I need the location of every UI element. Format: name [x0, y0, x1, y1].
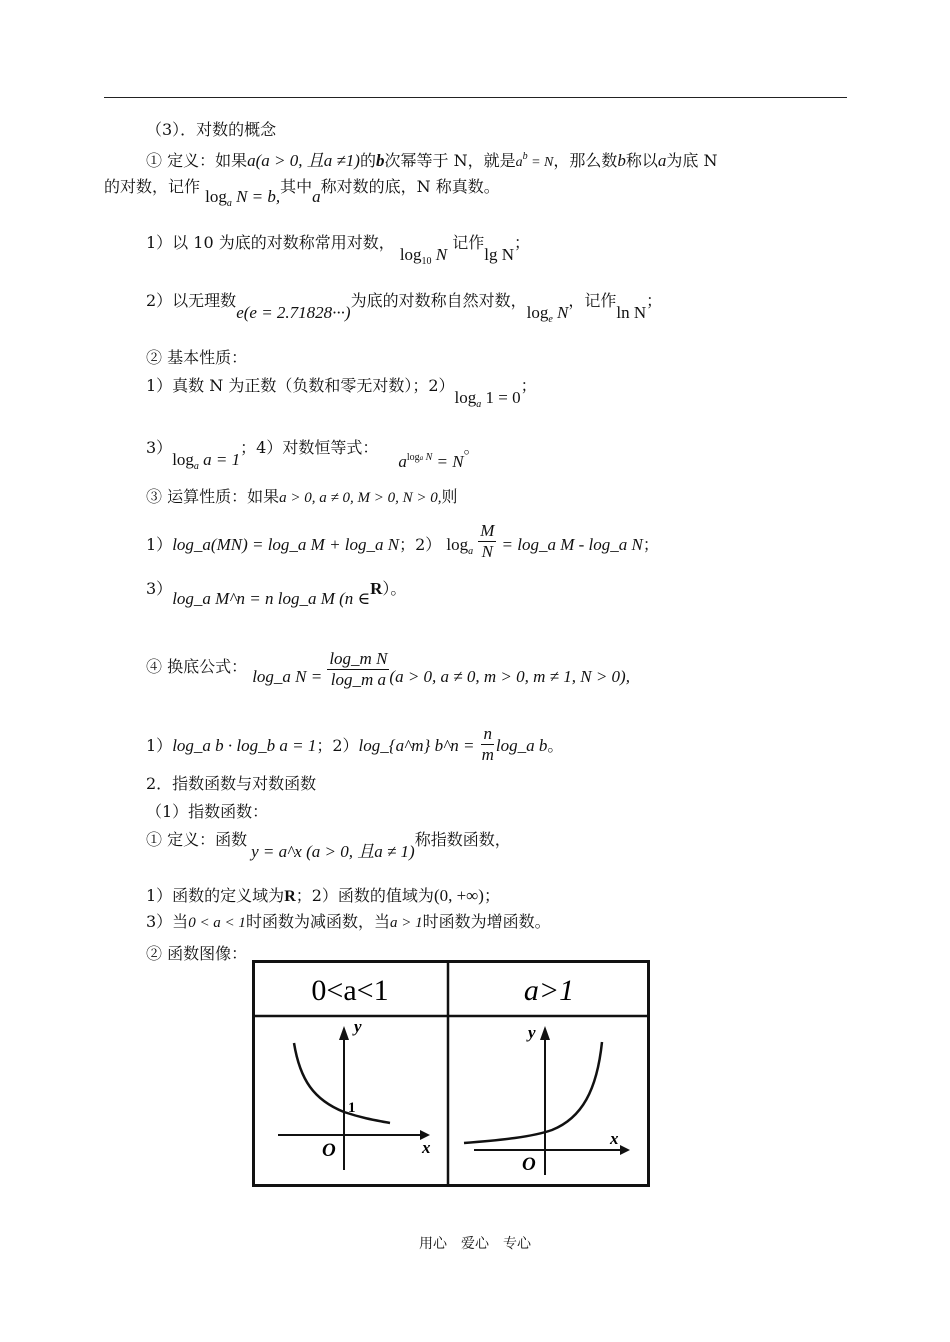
section-title: （3）．对数的概念 — [146, 120, 277, 139]
operations-line-2: 3）log_a M^n = n log_a M (n ∈R）。 — [146, 579, 407, 608]
exp-definition: ① 定义：函数y = a^x (a > 0, 且a ≠ 1)称指数函数， — [146, 830, 511, 861]
left-y-label: y — [354, 1017, 362, 1036]
right-origin: O — [522, 1154, 536, 1175]
exp-props-line-1: 1）函数的定义域为R；2）函数的值域为(0, +∞)； — [146, 886, 500, 905]
basic-props-title: ② 基本性质： — [146, 348, 248, 367]
right-x-label: x — [610, 1129, 619, 1148]
graph-label: ② 函数图像： — [146, 944, 248, 963]
left-origin: O — [322, 1140, 336, 1161]
operations-line-1: 1）log_a(MN) = log_a M + log_a N；2） $\log_a$ $\frac{M}{N}$ = log_a M - log_a N； — [146, 521, 659, 561]
exp-subtitle: （1）指数函数： — [146, 802, 269, 821]
right-header: a>1 — [523, 974, 575, 1007]
operations-title: ③ 运算性质：如果a > 0, a ≠ 0, M > 0, N > 0,则 — [146, 487, 458, 506]
left-x-label: x — [422, 1138, 431, 1157]
left-header: 0<a<1 — [311, 974, 389, 1007]
natural-log-line: 2）以无理数e(e = 2.71828···)为底的对数称自然对数，$\log_e N$，记作ln N； — [146, 291, 663, 325]
left-one-label: 1 — [348, 1100, 356, 1116]
right-y-label: y — [528, 1023, 536, 1042]
change-base-corollaries: 1）log_a b · log_b a = 1；2）log_{a^m} b^n = $\frac{n}{m}$ log_a b。 — [146, 724, 564, 764]
basic-props-line-2: $3)\log_a$ a = 1；4）对数恒等式：$a^{loga N} = N$。 — [146, 438, 480, 472]
basic-props-line-1: 1）真数 N 为正数（负数和零无对数）；$2)\log_a$ 1 = 0； — [146, 376, 537, 410]
change-base-line: ④ 换底公式： log_a N = $\frac{\text{log\_m N}}{\text{log\_m a}}$ (a > 0, a ≠ 0, m > 0, m ≠ 1, N > 0), — [146, 649, 630, 689]
exp-section-title: 2．指数函数与对数函数 — [146, 774, 317, 793]
definition-line-2: 的对数，记作 $\log_a N = b$,其中a称对数的底，N 称真数。 — [104, 177, 500, 209]
page-footer: 用心 爱心 专心 — [419, 1236, 531, 1252]
definition-line-1: ① 定义：如果a(a > 0, 且a ≠1)的b次幂等于 N，就是$a^b = N$，那么数b称以a为底 N — [146, 151, 718, 170]
exponential-graph-table — [252, 960, 650, 1187]
header-rule — [104, 97, 847, 98]
exp-props-line-2: 3）当0 < a < 1时函数为减函数，当a > 1时函数为增函数。 — [146, 912, 551, 931]
common-log-line: 1）以 10 为底的对数称常用对数， $\log_{10} N$ 记作lg N； — [146, 233, 531, 267]
log-notation: $\log_a N = b$, — [205, 187, 281, 209]
